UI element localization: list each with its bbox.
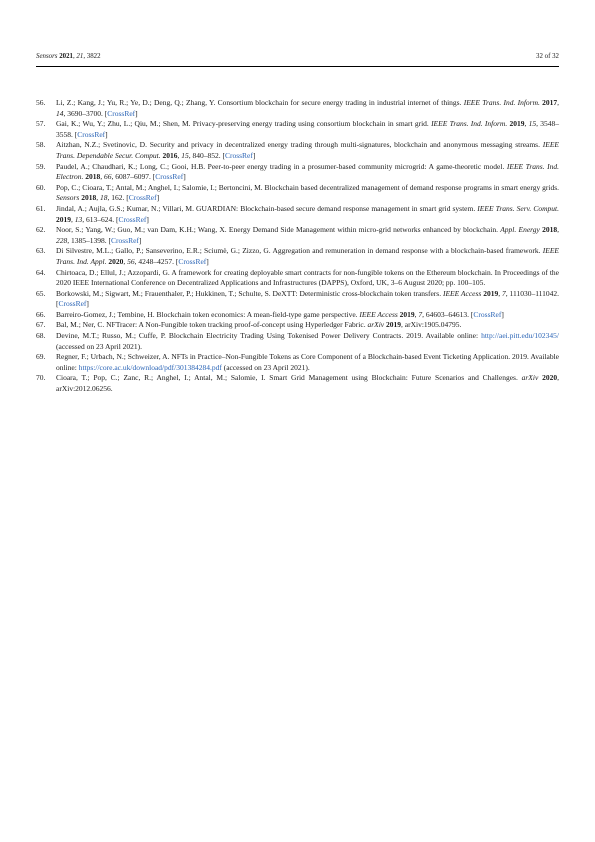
reference-journal: IEEE Trans. Ind. Electron. bbox=[56, 161, 560, 182]
crossref-link[interactable]: CrossRef bbox=[178, 256, 207, 266]
reference-number: 68. bbox=[36, 331, 46, 341]
reference-text: Noor, S.; Yang, W.; Guo, M.; van Dam, K.H.; Wang, X. Energy Demand Side Management within micro-grid networks enhanced by blockchain. Appl. Energy 2018, 228, 1385–1398. [CrossRef] bbox=[56, 225, 560, 245]
reference-number: 58. bbox=[36, 140, 46, 150]
reference-entry bbox=[36, 246, 559, 267]
reference-number: 70. bbox=[36, 373, 46, 383]
reference-text: Jindal, A.; Aujla, G.S.; Kumar, N.; Villari, M. GUARDIAN: Blockchain-based secure demand response management in smart grid system. IEEE Trans. Serv. Comput. 2019, 13, 613–624. [CrossRef] bbox=[56, 203, 559, 224]
reference-text: Pop, C.; Cioara, T.; Antal, M.; Anghel, I.; Salomie, I.; Bertoncini, M. Blockchain based decentralized management of demand response programs in smart energy grids. Sensors 2018, 18, 162. [CrossRef] bbox=[56, 182, 559, 203]
reference-entry bbox=[36, 373, 559, 394]
reference-journal: IEEE Trans. Dependable Secur. Comput. bbox=[56, 140, 559, 160]
article-number: 3822 bbox=[86, 53, 101, 60]
reference-entry bbox=[36, 320, 559, 331]
reference-volume: 15 bbox=[528, 119, 537, 129]
crossref-link[interactable]: CrossRef bbox=[58, 299, 87, 309]
reference-text: Di Silvestre, M.L.; Gallo, P.; Sanseverino, E.R.; Sciumè, G.; Zizzo, G. Aggregation and remuneration in demand response with a blockchain-based framework. IEEE Trans. Ind. Appl. 2020, 56, 4248–4257. [CrossRef] bbox=[56, 246, 559, 266]
page-number: 32 of 32 bbox=[536, 53, 559, 60]
reference-entry bbox=[36, 162, 559, 183]
reference-text: Aitzhan, N.Z.; Svetinovic, D. Security and privacy in decentralized energy trading through multi-signatures, blockchain and anonymous messaging streams. IEEE Trans. Dependable Secur. Comput. 2016, 15, 840–852. [CrossRef] bbox=[56, 140, 559, 160]
reference-entry bbox=[36, 183, 559, 204]
reference-list bbox=[36, 98, 559, 395]
crossref-link[interactable]: CrossRef bbox=[111, 235, 139, 245]
crossref-link[interactable]: CrossRef bbox=[224, 150, 253, 160]
reference-year: 2019 bbox=[56, 214, 71, 224]
reference-volume: 66 bbox=[104, 172, 112, 182]
reference-text: Paudel, A.; Chaudhari, K.; Long, C.; Gooi, H.B. Peer-to-peer energy trading in a prosumer-based community microgrid: A game-theoretic model. IEEE Trans. Ind. Electron. 2018, 66, 6087–6097. [CrossRef] bbox=[56, 161, 560, 182]
reference-number: 60. bbox=[36, 182, 46, 192]
reference-year: 2016 bbox=[162, 150, 178, 160]
reference-entry bbox=[36, 119, 559, 140]
reference-text: Cioara, T.; Pop, C.; Zanc, R.; Anghel, I.; Antal, M.; Salomie, I. Smart Grid Management using Blockchain: Future Scenarios and Challenges. arXiv 2020, arXiv:2012.06256. bbox=[56, 373, 559, 394]
reference-journal: IEEE Access bbox=[442, 288, 482, 298]
reference-journal: IEEE Trans. Ind. Appl. bbox=[56, 246, 559, 266]
crossref-link[interactable]: CrossRef bbox=[473, 309, 502, 319]
crossref-link[interactable]: CrossRef bbox=[128, 193, 157, 203]
reference-entry bbox=[36, 225, 559, 246]
running-header bbox=[36, 52, 559, 66]
reference-entry bbox=[36, 204, 559, 225]
url-link[interactable]: https://core.ac.uk/download/pdf/301384284.pdf bbox=[78, 362, 222, 372]
header-rule bbox=[36, 66, 559, 67]
reference-entry bbox=[36, 289, 559, 310]
reference-year: 2019 bbox=[399, 309, 415, 319]
reference-journal: arXiv bbox=[521, 373, 539, 383]
reference-entry bbox=[36, 352, 559, 373]
reference-number: 64. bbox=[36, 267, 46, 277]
journal-volume: 21 bbox=[76, 53, 84, 60]
reference-number: 59. bbox=[36, 161, 46, 171]
reference-number: 66. bbox=[36, 309, 46, 319]
reference-year: 2018 bbox=[81, 193, 97, 203]
crossref-link[interactable]: CrossRef bbox=[155, 172, 184, 182]
reference-volume: 15 bbox=[181, 150, 189, 160]
reference-entry bbox=[36, 310, 559, 321]
reference-volume: 13 bbox=[74, 214, 83, 224]
reference-volume: 56 bbox=[127, 256, 135, 266]
reference-entry bbox=[36, 268, 559, 289]
crossref-link[interactable]: CrossRef bbox=[77, 129, 106, 139]
reference-journal: IEEE Trans. Serv. Comput. bbox=[477, 203, 559, 213]
url-link[interactable]: http://aei.pitt.edu/102345/ bbox=[481, 331, 559, 341]
reference-year: 2019 bbox=[483, 288, 499, 298]
reference-volume: 7 bbox=[502, 288, 506, 298]
reference-text: Chirtoaca, D.; Ellul, J.; Azzopardi, G. A framework for creating deployable smart contracts for non-fungible tokens on the Ethereum blockchain. In Proceedings of the 2020 IEEE International Conference on Decentralized Applications and Infrastructures (DAPPS), Oxford, UK, 3–6 August 2020; pp. 100–105. bbox=[56, 267, 559, 288]
reference-volume: 14 bbox=[56, 108, 64, 118]
reference-year: 2018 bbox=[542, 225, 558, 235]
reference-text: Li, Z.; Kang, J.; Yu, R.; Ye, D.; Deng, Q.; Zhang, Y. Consortium blockchain for secure energy trading in industrial internet of things. IEEE Trans. Ind. Inform. 2017, 14, 3690–3700. [CrossRef] bbox=[56, 98, 560, 118]
reference-year: 2020 bbox=[108, 256, 124, 266]
reference-text: Borkowski, M.; Sigwart, M.; Frauenthaler, P.; Hukkinen, T.; Schulte, S. DeXTT: Deterministic cross-blockchain token transfers. IEEE Access 2019, 7, 111030–111042. [CrossRef] bbox=[56, 288, 560, 309]
crossref-link[interactable]: CrossRef bbox=[107, 108, 136, 118]
reference-year: 2019 bbox=[386, 320, 401, 330]
reference-entry bbox=[36, 331, 559, 352]
reference-number: 61. bbox=[36, 203, 46, 213]
reference-journal: IEEE Trans. Ind. Inform. bbox=[431, 119, 508, 129]
reference-text: Barreiro-Gomez, J.; Tembine, H. Blockchain token economics: A mean-field-type game perspective. IEEE Access 2019, 7, 64603–64613. [CrossRef] bbox=[56, 309, 504, 319]
reference-year: 2018 bbox=[85, 172, 101, 182]
reference-number: 69. bbox=[36, 352, 46, 362]
reference-volume: 18 bbox=[99, 193, 108, 203]
reference-volume: 7 bbox=[418, 309, 423, 319]
journal-year: 2021 bbox=[59, 53, 73, 60]
reference-year: 2020 bbox=[542, 373, 558, 383]
reference-journal: Sensors bbox=[56, 193, 80, 203]
reference-year: 2017 bbox=[542, 98, 558, 107]
reference-journal: Appl. Energy bbox=[500, 225, 540, 235]
reference-number: 65. bbox=[36, 288, 46, 298]
reference-entry bbox=[36, 140, 559, 161]
reference-journal: IEEE Trans. Ind. Inform. bbox=[463, 98, 540, 107]
reference-text: Bal, M.; Ner, C. NFTracer: A Non-Fungible token tracking proof-of-concept using Hyperledger Fabric. arXiv 2019, arXiv:1905.04795. bbox=[56, 320, 462, 330]
reference-journal: IEEE Access bbox=[359, 309, 398, 319]
reference-volume: 228 bbox=[56, 235, 68, 245]
reference-number: 56. bbox=[36, 98, 46, 107]
reference-number: 63. bbox=[36, 246, 46, 256]
reference-number: 62. bbox=[36, 225, 46, 235]
reference-text: Regner, F.; Urbach, N.; Schweizer, A. NFTs in Practice–Non-Fungible Tokens as Core Component of a Blockchain-based Event Ticketing Application. 2019. Available online: https://core.ac.uk/download/pdf/301384284.pdf (accessed on 23 April 2021). bbox=[56, 352, 559, 372]
reference-text: Gai, K.; Wu, Y.; Zhu, L.; Qiu, M.; Shen, M. Privacy-preserving energy trading using consortium blockchain in smart grid. IEEE Trans. Ind. Inform. 2019, 15, 3548–3558. [CrossRef] bbox=[56, 119, 560, 139]
crossref-link[interactable]: CrossRef bbox=[118, 214, 147, 224]
journal-name: Sensors bbox=[36, 53, 58, 60]
journal-citation: Sensors 2021, 21, 3822 bbox=[36, 53, 101, 60]
reference-number: 57. bbox=[36, 119, 46, 129]
reference-number: 67. bbox=[36, 320, 46, 330]
reference-entry bbox=[36, 98, 559, 119]
reference-text: Devine, M.T.; Russo, M.; Cuffe, P. Blockchain Electricity Trading Using Tokenised Power Delivery Contracts. 2019. Available online: http://aei.pitt.edu/102345/ (accessed on 23 April 2021). bbox=[56, 331, 559, 351]
reference-year: 2019 bbox=[509, 119, 525, 129]
reference-journal: arXiv bbox=[367, 320, 385, 330]
